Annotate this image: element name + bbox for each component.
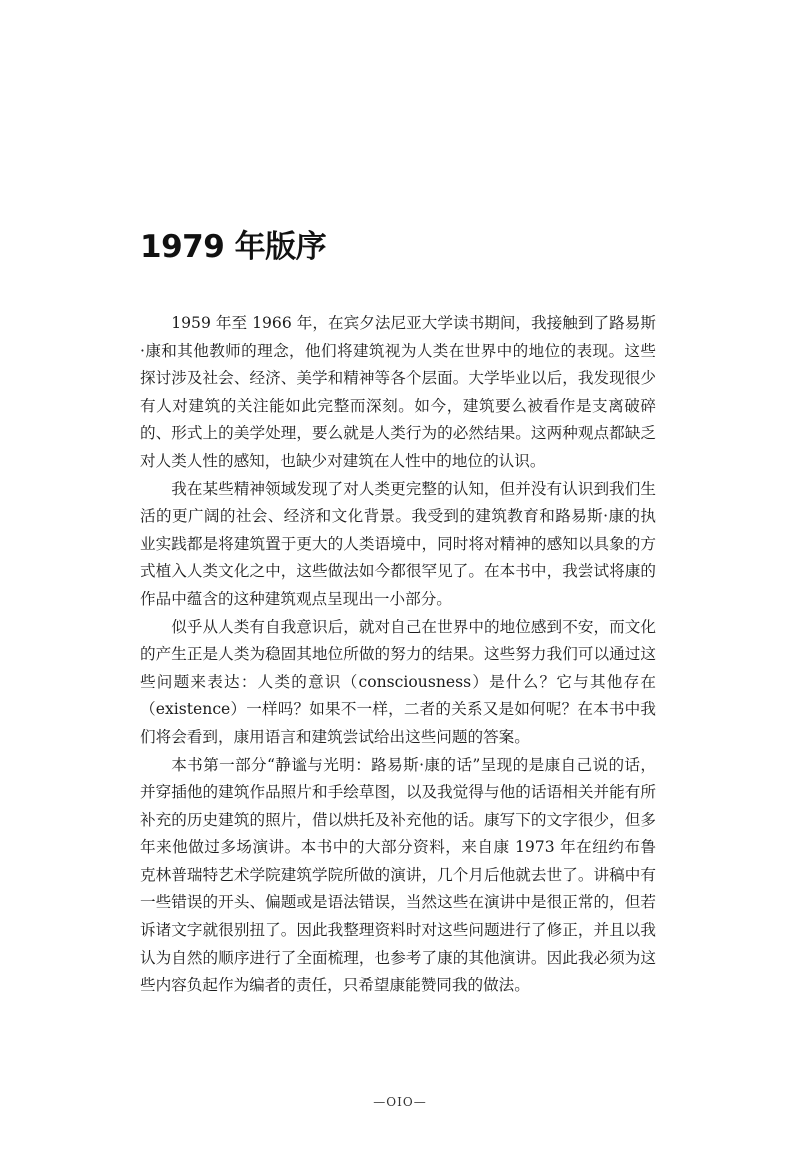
body-text	[140, 310, 656, 1000]
paragraph-2: 我在某些精神领域发现了对人类更完整的认知，但并没有认识到我们生活的更广阔的社会、经济和文化背景。我受到的建筑教育和路易斯·康的执业实践都是将建筑置于更大的人类语境中，同时将对精神的感知以具象的方式植入人类文化之中，这些做法如今都很罕见了。在本书中，我尝试将康的作品中蕴含的这种建筑观点呈现出一小部分。	[140, 479, 656, 608]
paragraph-1: 1959 年至 1966 年，在宾夕法尼亚大学读书期间，我接触到了路易斯·康和其他教师的理念，他们将建筑视为人类在世界中的地位的表现。这些探讨涉及社会、经济、美学和精神等各个层面。大学毕业以后，我发现很少有人对建筑的关注能如此完整而深刻。如今，建筑要么被看作是支离破碎的、形式上的美学处理，要么就是人类行为的必然结果。这两种观点都缺乏对人类人性的感知，也缺少对建筑在人性中的地位的认识。	[140, 314, 656, 470]
paragraph-3: 似乎从人类有自我意识后，就对自己在世界中的地位感到不安，而文化的产生正是人类为稳固其地位所做的努力的结果。这些努力我们可以通过这些问题来表达：人类的意识（consciousness）是什么？它与其他存在（existence）一样吗？如果不一样，二者的关系又是如何呢？在本书中我们将会看到，康用语言和建筑尝试给出这些问题的答案。	[140, 617, 656, 746]
paragraph-4: 本书第一部分“静谧与光明：路易斯·康的话”呈现的是康自己说的话，并穿插他的建筑作品照片和手绘草图，以及我觉得与他的话语相关并能有所补充的历史建筑的照片，借以烘托及补充他的话。康写下的文字很少，但多年来他做过多场演讲。本书中的大部分资料，来自康 1973 年在纽约布鲁克林普瑞特艺术学院建筑学院所做的演讲，几个月后他就去世了。讲稿中有一些错误的开头、偏题或是语法错误，当然这些在演讲中是很正常的，但若诉诸文字就很别扭了。因此我整理资料时对这些问题进行了修正，并且以我认为自然的顺序进行了全面梳理，也参考了康的其他演讲。因此我必须为这些内容负起作为编者的责任，只希望康能赞同我的做法。	[140, 755, 656, 995]
page-number: —OIO—	[373, 1095, 427, 1109]
page-title: 1979 年版序	[140, 228, 327, 265]
